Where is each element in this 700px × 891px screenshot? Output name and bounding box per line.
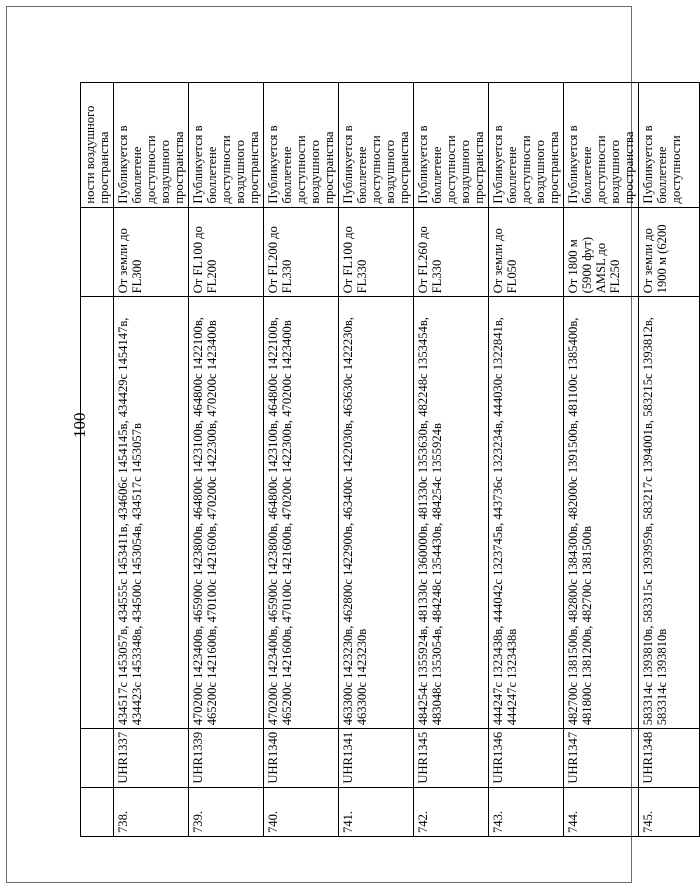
altitude-limits: От FL100 до FL330 bbox=[339, 207, 414, 297]
zone-id: UHR1340 bbox=[264, 729, 339, 787]
table-row bbox=[114, 83, 189, 837]
zone-id: UHR1339 bbox=[189, 729, 264, 787]
altitude-limits: От 1800 м (5900 фут) AMSL до FL250 bbox=[564, 207, 639, 297]
airspace-table bbox=[80, 82, 700, 837]
publication-note: Публикуется в бюллетене доступности воздушного пространства bbox=[564, 83, 639, 208]
publication-note: Публикуется в бюллетене доступности воздушного пространства bbox=[264, 83, 339, 208]
coordinates bbox=[189, 297, 264, 729]
publication-note: Публикуется в бюллетене доступности воздушного пространства bbox=[189, 83, 264, 208]
row-number: 744. bbox=[564, 787, 639, 836]
continuation-row bbox=[81, 83, 114, 837]
zone-id: UHR1341 bbox=[339, 729, 414, 787]
coordinates bbox=[114, 297, 189, 729]
altitude-limits: От земли до 1900 м (6200 bbox=[639, 207, 700, 297]
publication-note: Публикуется в бюллетене доступности воздушного пространства bbox=[489, 83, 564, 208]
altitude-limits: От FL100 до FL200 bbox=[189, 207, 264, 297]
coordinates bbox=[489, 297, 564, 729]
coordinates-text: 470200с 1423400в, 465900с 1423800в, 464800с 1423100в, 464800с 1422100в, 465200с 1421600в, 470100с 1421600в, 470200с 1422300в, 470200с 1423400в bbox=[266, 317, 294, 726]
table-cell bbox=[81, 297, 114, 729]
coordinates bbox=[264, 297, 339, 729]
publication-note: Публикуется в бюллетене доступности bbox=[639, 83, 700, 208]
table-cell-note bbox=[81, 83, 114, 208]
coordinates-text: 444247с 1323438в, 444042с 1323745в, 443736с 1323234в, 444030с 1322841в, 444247с 1323438в bbox=[491, 317, 519, 726]
coordinates bbox=[564, 297, 639, 729]
row-number: 739. bbox=[189, 787, 264, 836]
altitude-limits: От земли до FL300 bbox=[114, 207, 189, 297]
row-number: 742. bbox=[414, 787, 489, 836]
publication-note: Публикуется в бюллетене доступности воздушного пространства bbox=[414, 83, 489, 208]
zone-id: UHR1345 bbox=[414, 729, 489, 787]
table-row bbox=[414, 83, 489, 837]
row-number: 738. bbox=[114, 787, 189, 836]
altitude-limits: От FL200 до FL330 bbox=[264, 207, 339, 297]
table-cell bbox=[81, 729, 114, 787]
row-number: 743. bbox=[489, 787, 564, 836]
coordinates bbox=[639, 297, 700, 729]
publication-note: Публикуется в бюллетене доступности воздушного пространства bbox=[339, 83, 414, 208]
altitude-limits: От земли до FL050 bbox=[489, 207, 564, 297]
table-row bbox=[489, 83, 564, 837]
coordinates-text: 463300с 1423230в, 462800с 1422900в, 463400с 1422030в, 463630с 1422230в, 463300с 1423230в bbox=[341, 317, 369, 726]
zone-id: UHR1337 bbox=[114, 729, 189, 787]
coordinates-text: 434517с 1453057в, 434555с 1453411в, 434606с 1454145в, 434429с 1454147в, 434423с 1453348в, 434500с 1453054в, 434517с 1453057в bbox=[116, 317, 144, 726]
row-number: 745. bbox=[639, 787, 700, 836]
rotated-table-container bbox=[80, 82, 683, 837]
table-row bbox=[564, 83, 639, 837]
table-cell bbox=[81, 207, 114, 297]
row-number: 740. bbox=[264, 787, 339, 836]
coordinates-text: 484254с 1355924в, 481330с 1360000в, 481330с 1353630в, 482248с 1353454в, 483048с 1353054в, 484248с 1354430в, 484254с 1355924в bbox=[416, 317, 444, 726]
table-cell bbox=[81, 787, 114, 836]
zone-id: UHR1347 bbox=[564, 729, 639, 787]
coordinates-text: 583314с 1393810в, 583315с 1393959в, 583217с 1394001в, 583215с 1393812в, 583314с 1393810в bbox=[641, 317, 669, 726]
altitude-limits: От FL260 до FL330 bbox=[414, 207, 489, 297]
zone-id: UHR1346 bbox=[489, 729, 564, 787]
row-number: 741. bbox=[339, 787, 414, 836]
table-row bbox=[264, 83, 339, 837]
coordinates-text: 482700с 1381500в, 482800с 1384300в, 482000с 1391500в, 481100с 1385400в, 481800с 1381200в, 482700с 1381500в bbox=[566, 317, 594, 726]
table-row bbox=[339, 83, 414, 837]
page-number: 100 bbox=[70, 412, 89, 438]
continuation-note: ности воздушного пространства bbox=[83, 105, 111, 204]
zone-id: UHR1348 bbox=[639, 729, 700, 787]
table-row bbox=[189, 83, 264, 837]
table-row bbox=[639, 83, 700, 837]
publication-note: Публикуется в бюллетене доступности воздушного пространства bbox=[114, 83, 189, 208]
coordinates bbox=[339, 297, 414, 729]
coordinates bbox=[414, 297, 489, 729]
coordinates-text: 470200с 1423400в, 465900с 1423800в, 464800с 1423100в, 464800с 1422100в, 465200с 1421600в, 470100с 1421600в, 470200с 1422300в, 470200с 1423400в bbox=[191, 317, 219, 726]
